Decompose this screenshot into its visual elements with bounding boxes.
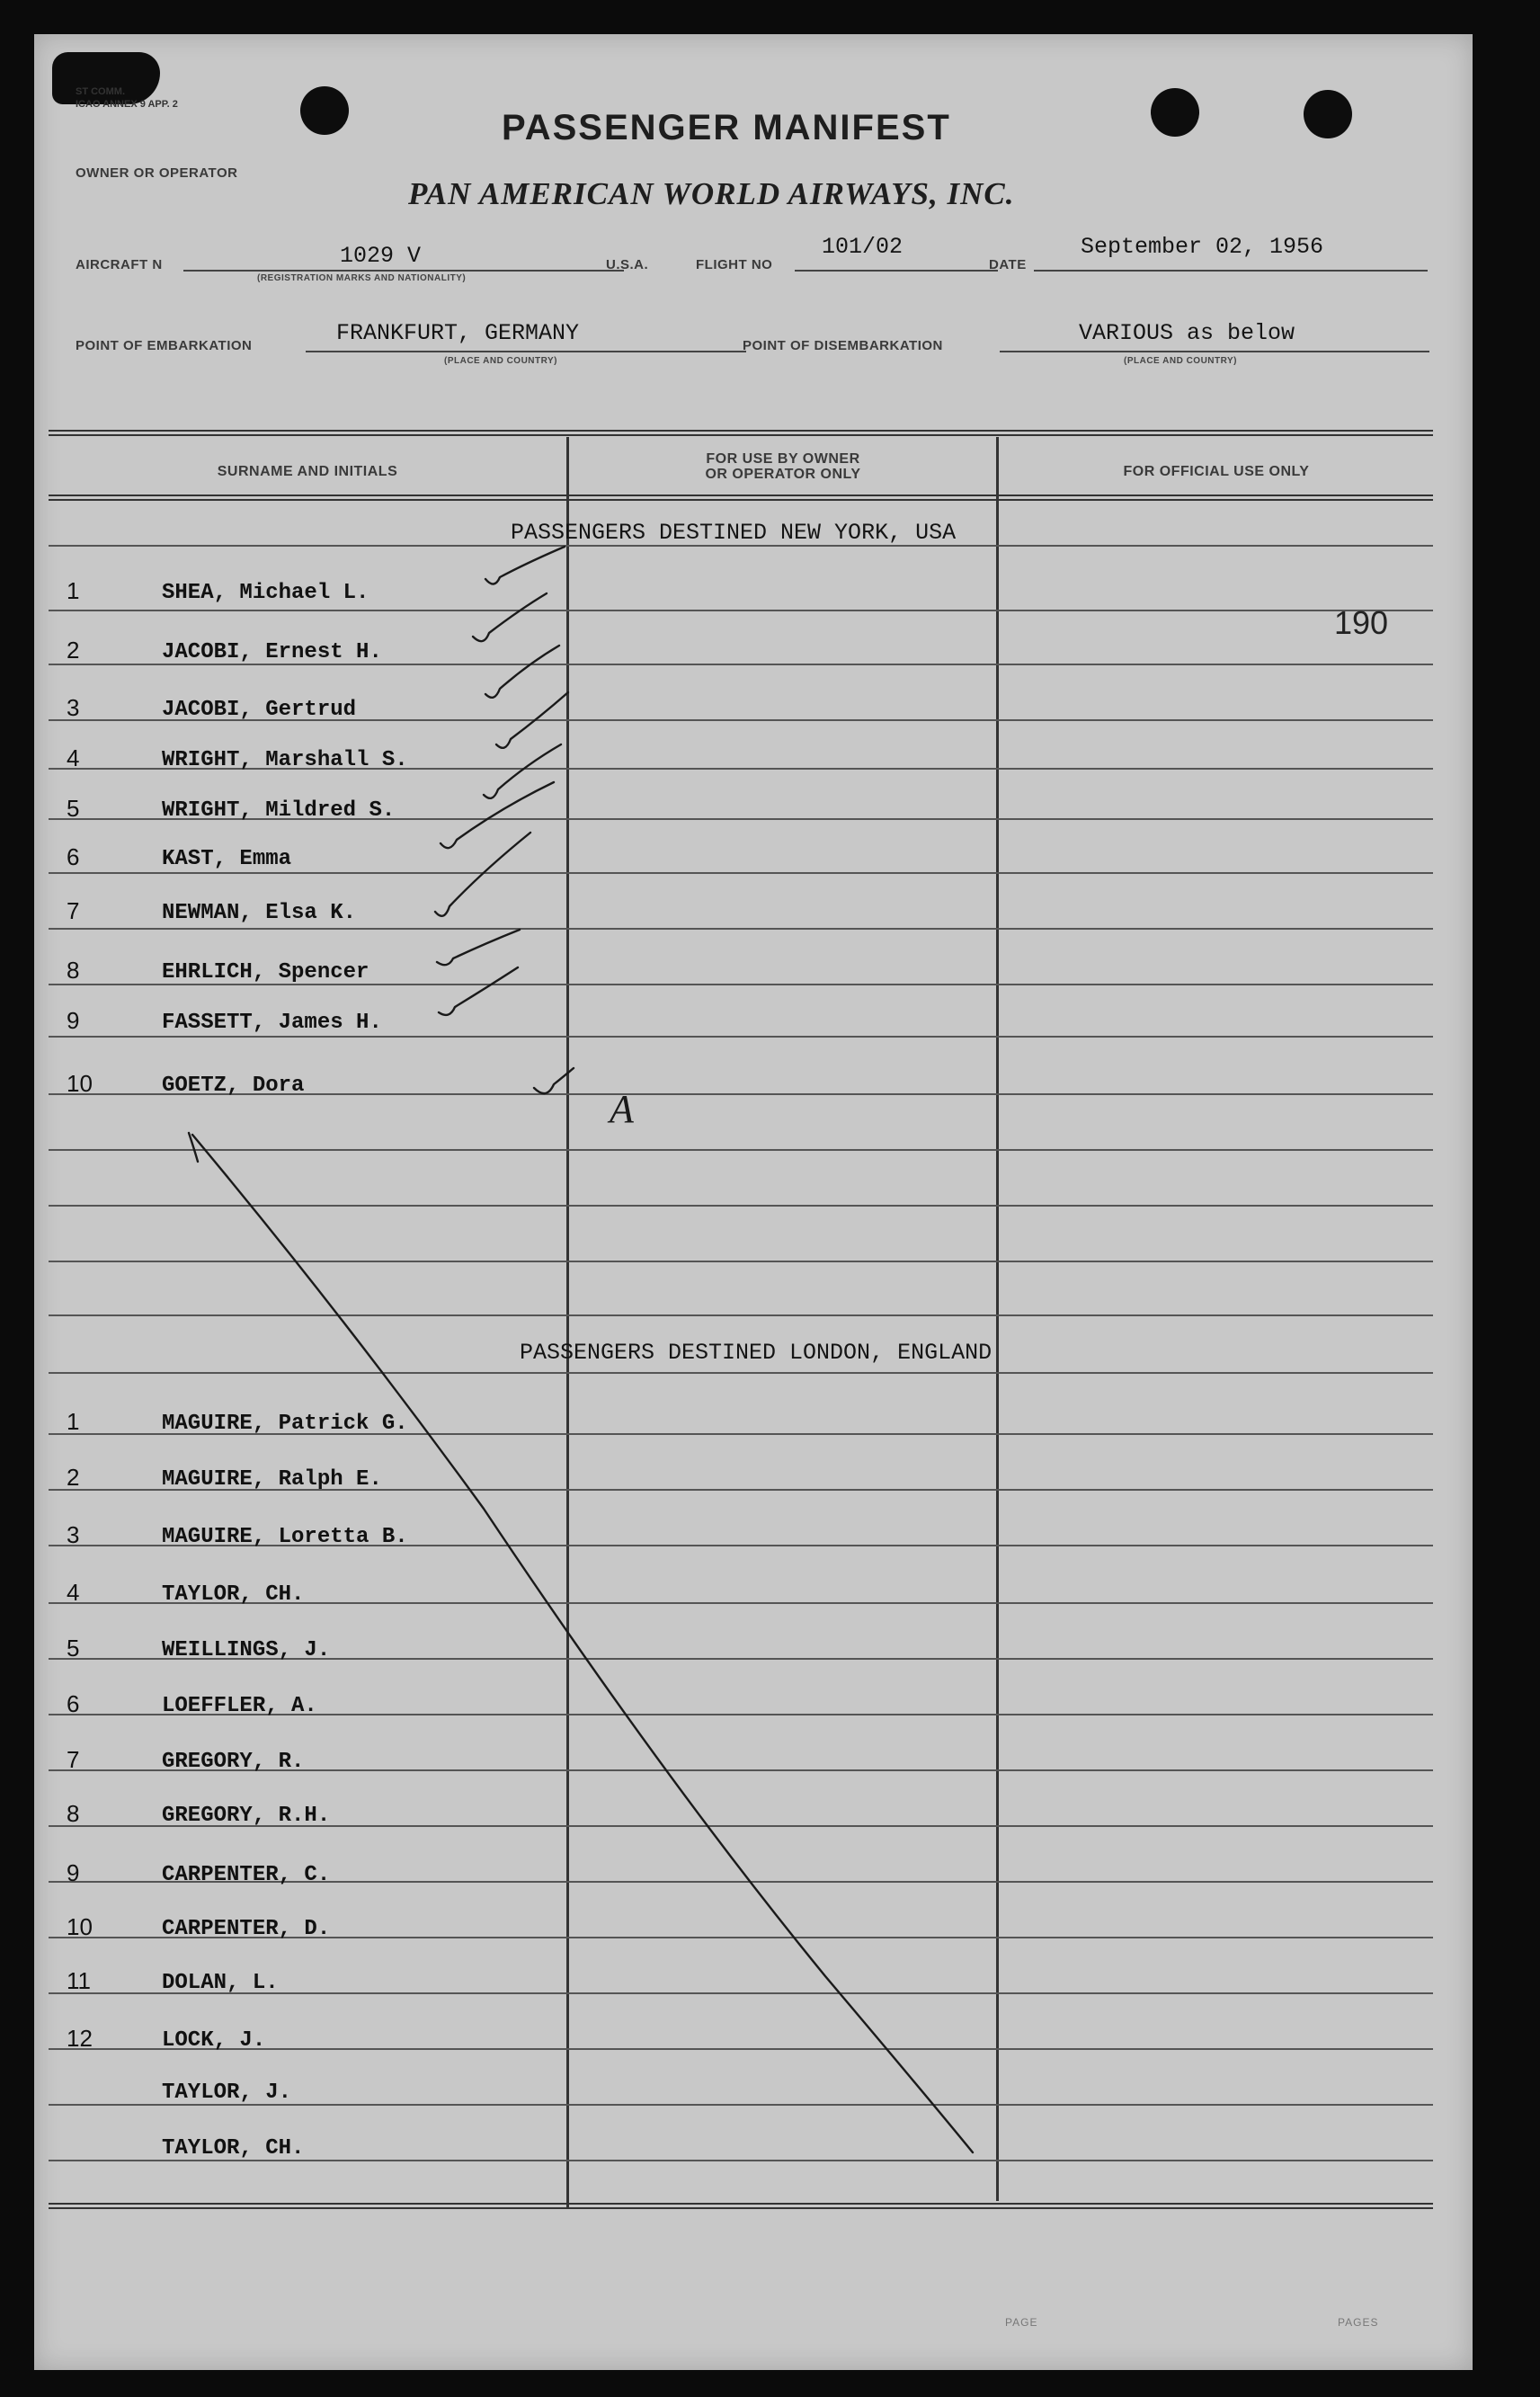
column-header-operator-line2: OR OPERATOR ONLY	[705, 467, 861, 482]
column-header-operator-line1: FOR USE BY OWNER	[706, 451, 860, 467]
passenger-name: SHEA, Michael L.	[162, 581, 369, 605]
row-number: 7	[67, 1746, 80, 1773]
column-header-official: FOR OFFICIAL USE ONLY	[1123, 464, 1310, 479]
flight-no-value: 101/02	[822, 234, 904, 260]
date-label: DATE	[989, 257, 1027, 272]
passenger-name: JACOBI, Ernest H.	[162, 640, 382, 664]
airline-name: PAN AMERICAN WORLD AIRWAYS, INC.	[408, 176, 1015, 211]
aircraft-value: 1029 V	[340, 243, 422, 269]
passenger-name: NEWMAN, Elsa K.	[162, 901, 357, 925]
passenger-name: GREGORY, R.	[162, 1750, 305, 1774]
passenger-name: GOETZ, Dora	[162, 1074, 305, 1098]
footer-page-label: PAGE	[1005, 2316, 1038, 2329]
page-title: PASSENGER MANIFEST	[502, 108, 951, 147]
passenger-name: DOLAN, L.	[162, 1971, 279, 1995]
handwritten-marks	[34, 34, 1473, 2370]
row-number: 12	[67, 2025, 93, 2052]
row-number: 6	[67, 1690, 80, 1717]
row-number: 10	[67, 1070, 93, 1097]
embarkation-label: POINT OF EMBARKATION	[76, 338, 253, 353]
row-number: 9	[67, 1007, 80, 1034]
check-mark-icon	[435, 833, 530, 916]
row-number: 8	[67, 957, 80, 984]
passenger-name: EHRLICH, Spencer	[162, 960, 369, 985]
check-mark-icon	[473, 593, 547, 641]
row-number: 4	[67, 744, 80, 771]
passenger-name: WRIGHT, Mildred S.	[162, 798, 396, 823]
row-number: 7	[67, 897, 80, 924]
strike-line-icon	[189, 1133, 973, 2152]
passenger-name: KAST, Emma	[162, 847, 292, 871]
passenger-name: WRIGHT, Marshall S.	[162, 748, 408, 772]
footer-pages-label: PAGES	[1338, 2316, 1379, 2329]
row-number: 4	[67, 1579, 80, 1606]
passenger-name: TAYLOR, J.	[162, 2081, 292, 2105]
row-number: 3	[67, 1521, 80, 1548]
passenger-name: TAYLOR, CH.	[162, 1582, 305, 1607]
passenger-name: WEILLINGS, J.	[162, 1638, 331, 1662]
row-number: 1	[67, 577, 80, 604]
date-value: September 02, 1956	[1081, 234, 1324, 260]
check-mark-icon	[496, 692, 568, 748]
check-mark-icon	[485, 646, 559, 698]
passenger-name: FASSETT, James H.	[162, 1011, 382, 1035]
table-bottom-rule	[49, 2203, 1433, 2209]
form-stamp-line1: ST COMM.	[76, 86, 125, 97]
passenger-name: MAGUIRE, Patrick G.	[162, 1412, 408, 1436]
disembarkation-label: POINT OF DISEMBARKATION	[743, 338, 943, 353]
row-number: 2	[67, 1464, 80, 1491]
passenger-name: CARPENTER, D.	[162, 1917, 331, 1941]
passenger-name: CARPENTER, C.	[162, 1863, 331, 1887]
manifest-sheet	[34, 34, 1473, 2370]
registration-note: (REGISTRATION MARKS AND NATIONALITY)	[257, 273, 467, 283]
flight-no-label: FLIGHT NO	[696, 257, 773, 272]
aircraft-label: AIRCRAFT N	[76, 257, 163, 272]
official-use-number: 190	[1334, 604, 1389, 641]
row-number: 5	[67, 1635, 80, 1662]
disembarkation-value: VARIOUS as below	[1079, 320, 1295, 346]
section-heading-london: PASSENGERS DESTINED LONDON, ENGLAND	[520, 1340, 993, 1366]
row-number: 5	[67, 795, 80, 822]
passenger-name: LOEFFLER, A.	[162, 1694, 317, 1718]
check-mark-icon	[437, 930, 520, 965]
disembarkation-note: (PLACE AND COUNTRY)	[1124, 356, 1237, 366]
operator-mark: A	[610, 1087, 634, 1131]
row-number: 10	[67, 1913, 93, 1940]
form-stamp-line2: ICAO ANNEX 9 APP. 2	[76, 99, 178, 110]
row-number: 8	[67, 1800, 80, 1827]
check-mark-icon	[484, 744, 561, 798]
passenger-name: LOCK, J.	[162, 2028, 266, 2053]
passenger-name: MAGUIRE, Ralph E.	[162, 1467, 382, 1492]
column-header-surname: SURNAME AND INITIALS	[217, 464, 398, 479]
check-mark-icon	[534, 1068, 574, 1093]
passenger-name: MAGUIRE, Loretta B.	[162, 1525, 408, 1549]
row-number: 6	[67, 843, 80, 870]
row-number: 11	[67, 1967, 91, 1994]
check-mark-icon	[439, 967, 518, 1015]
embarkation-note: (PLACE AND COUNTRY)	[444, 356, 557, 366]
passenger-name: TAYLOR, CH.	[162, 2136, 305, 2161]
row-number: 9	[67, 1859, 80, 1886]
usa-label: U.S.A.	[606, 257, 649, 272]
passenger-name: GREGORY, R.H.	[162, 1804, 331, 1828]
row-number: 1	[67, 1408, 80, 1435]
section-heading-new-york: PASSENGERS DESTINED NEW YORK, USA	[511, 520, 957, 546]
owner-operator-label: OWNER OR OPERATOR	[76, 165, 238, 181]
embarkation-value: FRANKFURT, GERMANY	[336, 320, 580, 346]
row-number: 2	[67, 637, 80, 664]
check-mark-icon	[485, 547, 565, 584]
passenger-name: JACOBI, Gertrud	[162, 698, 357, 722]
row-number: 3	[67, 694, 80, 721]
